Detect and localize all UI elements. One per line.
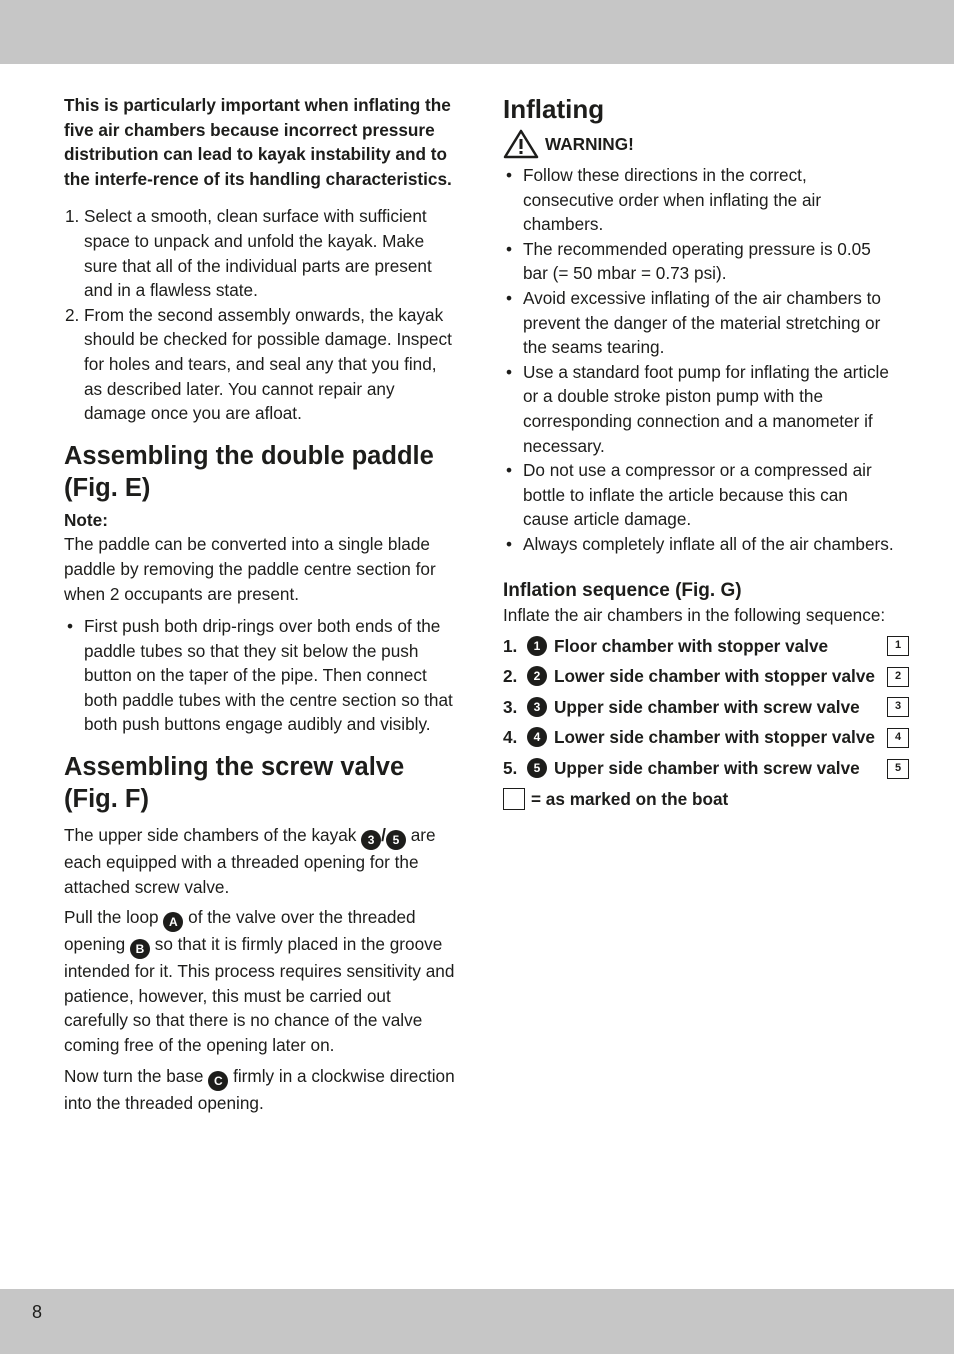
right-column	[503, 93, 902, 811]
list-item	[503, 237, 895, 286]
bullet-text: Always completely inflate all of the air chambers.	[523, 533, 894, 554]
intro-warning-text: This is particularly important when inflating the five air chambers because incorrect pressure distribution can lead to kayak instability and to the interfe-rence of its handling characteristics.	[64, 95, 452, 189]
sequence-number: 5.	[503, 758, 518, 779]
inflating-heading: Inflating	[503, 94, 605, 124]
warning-list	[503, 163, 895, 557]
paragraph-text: firmly in a clockwise direction into the threaded opening.	[64, 1065, 455, 1113]
list-item	[503, 360, 895, 458]
sequence-item	[503, 725, 902, 750]
warning-label	[503, 129, 895, 159]
legend-box-icon	[503, 788, 525, 810]
sequence-item	[503, 695, 902, 720]
list-item	[503, 458, 895, 532]
sequence-text: Upper side chamber with screw valve	[554, 696, 860, 717]
paragraph-text: are each equipped with a threaded opening for the attached screw valve.	[64, 825, 436, 897]
sequence-text: Lower side chamber with stopper valve	[554, 727, 875, 748]
preparation-steps	[64, 204, 456, 425]
boat-marking-box: 5	[887, 759, 909, 779]
paddle-instructions	[64, 614, 456, 737]
paragraph-text: Pull the loop	[64, 907, 159, 928]
sequence-text: Upper side chamber with screw valve	[554, 758, 860, 779]
legend-text: = as marked on the boat	[531, 788, 729, 809]
sequence-number: 1.	[503, 635, 518, 656]
chamber-5-icon: 5	[386, 830, 406, 850]
list-item	[64, 614, 456, 737]
screw-valve-heading: Assembling the screw valve (Fig. F)	[64, 753, 405, 814]
screw-paragraph-3	[64, 1064, 456, 1116]
bullet-text: Do not use a compressor or a compressed air bottle to inflate the article because this can cause article damage.	[523, 460, 872, 530]
sequence-number: 3.	[503, 696, 518, 717]
part-a-icon: A	[163, 912, 183, 932]
inflation-sequence	[503, 634, 902, 781]
step-number: 2.	[65, 304, 80, 325]
sequence-item	[503, 664, 902, 689]
header-bar	[0, 0, 954, 64]
sequence-text: Lower side chamber with stopper valve	[554, 666, 875, 687]
left-column	[64, 93, 456, 1115]
bullet-icon: •	[506, 287, 513, 308]
sequence-item	[503, 756, 902, 781]
step-item	[64, 204, 456, 302]
page-number: 8	[32, 1302, 43, 1322]
bullet-icon: •	[506, 361, 513, 382]
warning-text: WARNING!	[545, 133, 634, 154]
bullet-text: The recommended operating pressure is 0.05 bar (= 50 mbar = 0.73 psi).	[523, 238, 871, 284]
boat-marking-box: 1	[887, 636, 909, 656]
step-item	[64, 303, 456, 426]
screw-paragraph-1	[64, 823, 456, 899]
footer-bar	[0, 1289, 954, 1354]
chamber-number-icon: 2	[527, 666, 547, 686]
chamber-number-icon: 3	[527, 697, 547, 717]
boat-marking-box: 2	[887, 667, 909, 687]
bullet-text: Avoid excessive inflating of the air chambers to prevent the danger of the material stretching or the seams tearing.	[523, 287, 881, 358]
sequence-number: 4.	[503, 727, 518, 748]
step-text: From the second assembly onwards, the kayak should be checked for possible damage. Inspect for holes and tears, and seal any that you find, as described later. You cannot repair any damage once you are afloat.	[84, 304, 452, 424]
paragraph-text: The upper side chambers of the kayak	[64, 825, 357, 846]
bullet-text: First push both drip-rings over both ends of the paddle tubes so that they sit below the push button on the taper of the pipe. Then connect both paddle tubes with the centre section so that both push buttons engage audibly and visibly.	[84, 616, 453, 735]
sequence-text: Floor chamber with stopper valve	[554, 635, 829, 656]
sequence-heading: Inflation sequence (Fig. G)	[503, 579, 742, 601]
screw-paragraph-2	[64, 905, 456, 1057]
marking-legend	[503, 787, 895, 812]
list-item	[503, 163, 895, 237]
note-label: Note:	[64, 509, 108, 530]
sequence-number: 2.	[503, 666, 518, 687]
bullet-icon: •	[67, 616, 74, 637]
sequence-item	[503, 634, 902, 659]
chamber-number-icon: 4	[527, 727, 547, 747]
part-c-icon: C	[208, 1071, 228, 1091]
step-text: Select a smooth, clean surface with sufficient space to unpack and unfold the kayak. Make sure that all of the individual parts are present and in a flawless state.	[84, 206, 432, 301]
warning-triangle-icon	[503, 129, 539, 159]
chamber-3-icon: 3	[361, 830, 381, 850]
bullet-icon: •	[506, 533, 513, 554]
list-item	[503, 532, 895, 557]
boat-marking-box: 3	[887, 697, 909, 717]
paragraph-text: so that it is firmly placed in the groove intended for it. This process requires sensitivity and patience, however, this must be carried out carefully so that there is no chance of the valve coming free of the opening later on.	[64, 934, 455, 1056]
paragraph-text: Now turn the base	[64, 1065, 204, 1086]
part-b-icon: B	[130, 939, 150, 959]
bullet-text: Follow these directions in the correct, consecutive order when inflating the air chambers.	[523, 165, 822, 235]
paddle-heading: Assembling the double paddle (Fig. E)	[64, 441, 434, 502]
step-number: 1.	[65, 206, 80, 227]
paragraph-text: of the valve over the threaded opening	[64, 907, 416, 955]
bullet-icon: •	[506, 460, 513, 481]
chamber-number-icon: 5	[527, 758, 547, 778]
bullet-text: Use a standard foot pump for inflating the article or a double stroke piston pump with the corresponding connection and a manometer if necessary.	[523, 361, 889, 456]
sequence-intro: Inflate the air chambers in the following sequence:	[503, 605, 886, 626]
chamber-number-icon: 1	[527, 636, 547, 656]
list-item	[503, 286, 895, 360]
slash: /	[381, 825, 386, 846]
boat-marking-box: 4	[887, 728, 909, 748]
note-text: The paddle can be converted into a single blade paddle by removing the paddle centre section for when 2 occupants are present.	[64, 534, 436, 604]
bullet-icon: •	[506, 238, 513, 259]
bullet-icon: •	[506, 165, 513, 185]
